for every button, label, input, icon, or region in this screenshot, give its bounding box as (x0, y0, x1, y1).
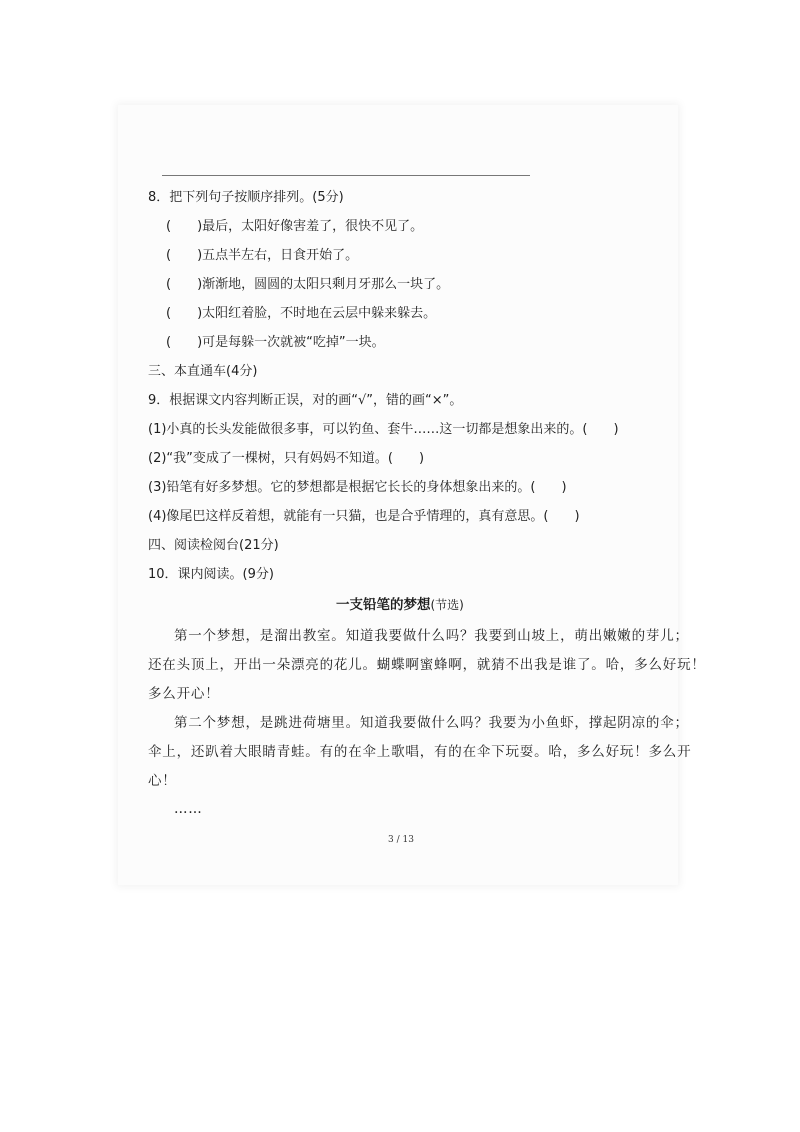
section-4-heading: 四、阅读检阅台(21分) (148, 538, 279, 553)
q8-item-4: ( )太阳红着脸，不时地在云层中躲来躲去。 (166, 306, 437, 321)
q8-item-5: ( )可是每躲一次就被“吃掉”一块。 (166, 335, 385, 350)
q9-item-3: (3)铅笔有好多梦想。它的梦想都是根据它长长的身体想象出来的。( ) (148, 480, 567, 495)
q9-item-4: (4)像尾巴这样反着想，就能有一只猫，也是合乎情理的，真有意思。( ) (148, 509, 580, 524)
passage-title (336, 597, 464, 613)
passage-title-text: 一支铅笔的梦想 (336, 597, 431, 613)
passage-line-3: 多么开心！ (148, 686, 220, 702)
q9-heading: 9．根据课文内容判断正误，对的画“√”，错的画“×”。 (148, 393, 463, 408)
passage-line-6: 心！ (148, 773, 177, 789)
q8-item-1: ( )最后，太阳好像害羞了，很快不见了。 (166, 219, 424, 234)
passage-ellipsis: …… (174, 801, 203, 817)
passage-note: (节选) (430, 598, 464, 612)
section-3-heading: 三、本直通车(4分) (148, 364, 258, 379)
q10-heading: 10．课内阅读。(9分) (148, 567, 274, 582)
passage-line-1: 第一个梦想，是溜出教室。知道我要做什么吗？我要到山坡上，萌出嫩嫩的芽儿； (174, 628, 689, 644)
passage-line-2: 还在头顶上，开出一朵漂亮的花儿。蝴蝶啊蜜蜂啊，就猜不出我是谁了。哈，多么好玩！ (148, 657, 706, 673)
page-number: 3 / 13 (388, 835, 414, 845)
passage-line-5: 伞上，还趴着大眼睛青蛙。有的在伞上歌唱，有的在伞下玩耍。哈，多么好玩！多么开 (148, 744, 692, 760)
answer-line (162, 175, 530, 176)
q9-item-2: (2)“我”变成了一棵树，只有妈妈不知道。( ) (148, 451, 425, 466)
q8-item-3: ( )渐渐地，圆圆的太阳只剩月牙那么一块了。 (166, 277, 450, 292)
q9-item-1: (1)小真的长头发能做很多事，可以钓鱼、套牛……这一切都是想象出来的。( ) (148, 422, 619, 437)
q8-heading: 8．把下列句子按顺序排列。(5分) (148, 190, 344, 205)
passage-line-4: 第二个梦想，是跳进荷塘里。知道我要做什么吗？我要为小鱼虾，撑起阴凉的伞； (174, 715, 689, 731)
q8-item-2: ( )五点半左右，日食开始了。 (166, 248, 359, 263)
